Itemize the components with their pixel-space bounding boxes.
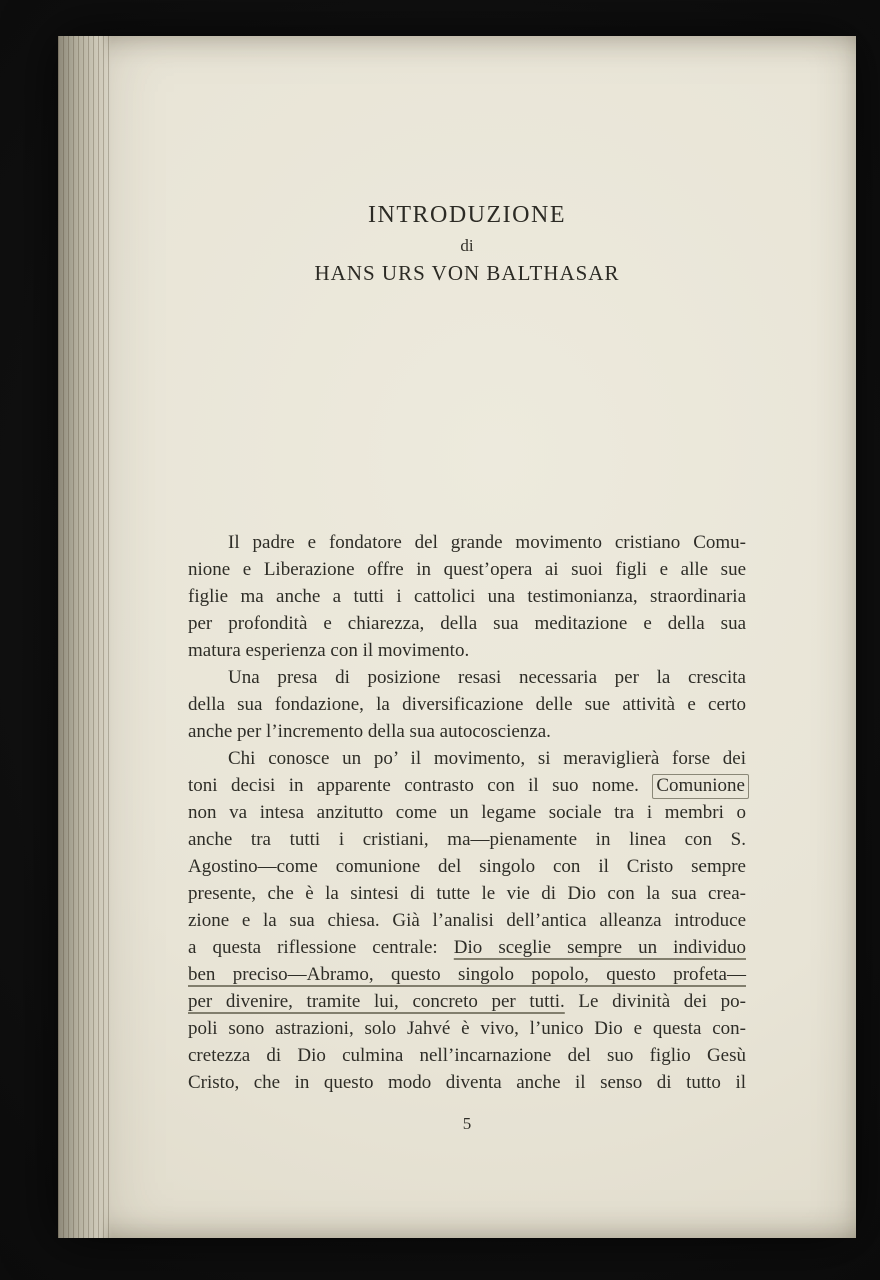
paragraph: [188, 529, 746, 664]
text-segment: per profondità e chiarezza, della sua meditazione e della sua: [188, 613, 746, 634]
text-line: [188, 691, 746, 718]
text-segment: anche tra tutti i cristiani, ma—pienamente in linea con S.: [188, 829, 746, 850]
text-line: [188, 799, 746, 826]
text-segment: cretezza di Dio culmina nell’incarnazione del suo figlio Gesù: [188, 1045, 746, 1066]
text-line: [188, 772, 746, 799]
pencil-boxed-text: Comunione: [652, 774, 749, 799]
text-line: [188, 1069, 746, 1096]
text-segment: Le divinità dei po-: [564, 991, 746, 1012]
text-segment: presente, che è la sintesi di tutte le vie di Dio con la sua crea-: [188, 883, 746, 904]
page-number: 5: [462, 1114, 472, 1133]
text-line: [188, 826, 746, 853]
text-line: [188, 610, 746, 637]
text-line: [188, 664, 746, 691]
text-segment: Cristo, che in questo modo diventa anche il senso di tutto il: [188, 1072, 746, 1093]
book-page: [58, 36, 856, 1238]
text-segment: della sua fondazione, la diversificazione delle sue attività e certo: [188, 694, 746, 715]
page-content: [188, 36, 746, 1238]
text-segment: poli sono astrazioni, solo Jahvé è vivo, l’unico Dio e questa con-: [188, 1018, 746, 1039]
text-line: [188, 529, 746, 556]
text-line: [188, 1042, 746, 1069]
text-segment: toni decisi in apparente contrasto con il suo nome.: [188, 775, 653, 796]
text-line: [188, 718, 746, 745]
text-segment: anche per l’incremento della sua autocoscienza.: [188, 721, 551, 742]
text-line: [188, 637, 746, 664]
text-segment: nione e Liberazione offre in quest’opera ai suoi figli e alle sue: [188, 559, 746, 580]
text-line: [188, 907, 746, 934]
text-line: [188, 583, 746, 610]
text-segment: figlie ma anche a tutti i cattolici una testimonianza, straordinaria: [188, 586, 746, 607]
text-line: [188, 556, 746, 583]
text-line: [188, 934, 746, 961]
text-line: [188, 853, 746, 880]
text-segment: non va intesa anzitutto come un legame sociale tra i membri o: [188, 802, 746, 823]
pencil-underlined-text: ben preciso—Abramo, questo singolo popolo, questo profeta—: [188, 964, 746, 985]
text-segment: Chi conosce un po’ il movimento, si meraviglierà forse dei: [228, 748, 746, 769]
text-line: [188, 961, 746, 988]
paragraph: [188, 664, 746, 745]
pencil-underlined-text: per divenire, tramite lui, concreto per tutti.: [188, 991, 565, 1012]
text-segment: zione e la sua chiesa. Già l’analisi dell’antica alleanza introduce: [188, 910, 746, 931]
text-line: [188, 745, 746, 772]
paragraph: [188, 745, 746, 1096]
chapter-header: [188, 202, 746, 286]
text-segment: a questa riflessione centrale:: [188, 937, 454, 958]
pencil-underlined-text: Dio sceglie sempre un individuo: [453, 937, 746, 958]
chapter-title: INTRODUZIONE: [368, 202, 566, 228]
page-edge-stack: [58, 36, 112, 1238]
byline: di: [460, 236, 474, 255]
text-line: [188, 880, 746, 907]
body-text: [188, 529, 746, 1096]
text-segment: Una presa di posizione resasi necessaria per la crescita: [228, 667, 746, 688]
text-line: [188, 1015, 746, 1042]
text-segment: matura esperienza con il movimento.: [188, 640, 470, 661]
author-name: HANS URS VON BALTHASAR: [314, 261, 620, 285]
text-segment: Il padre e fondatore del grande movimento cristiano Comu-: [228, 532, 746, 553]
text-segment: Agostino—come comunione del singolo con il Cristo sempre: [188, 856, 746, 877]
text-line: [188, 988, 746, 1015]
